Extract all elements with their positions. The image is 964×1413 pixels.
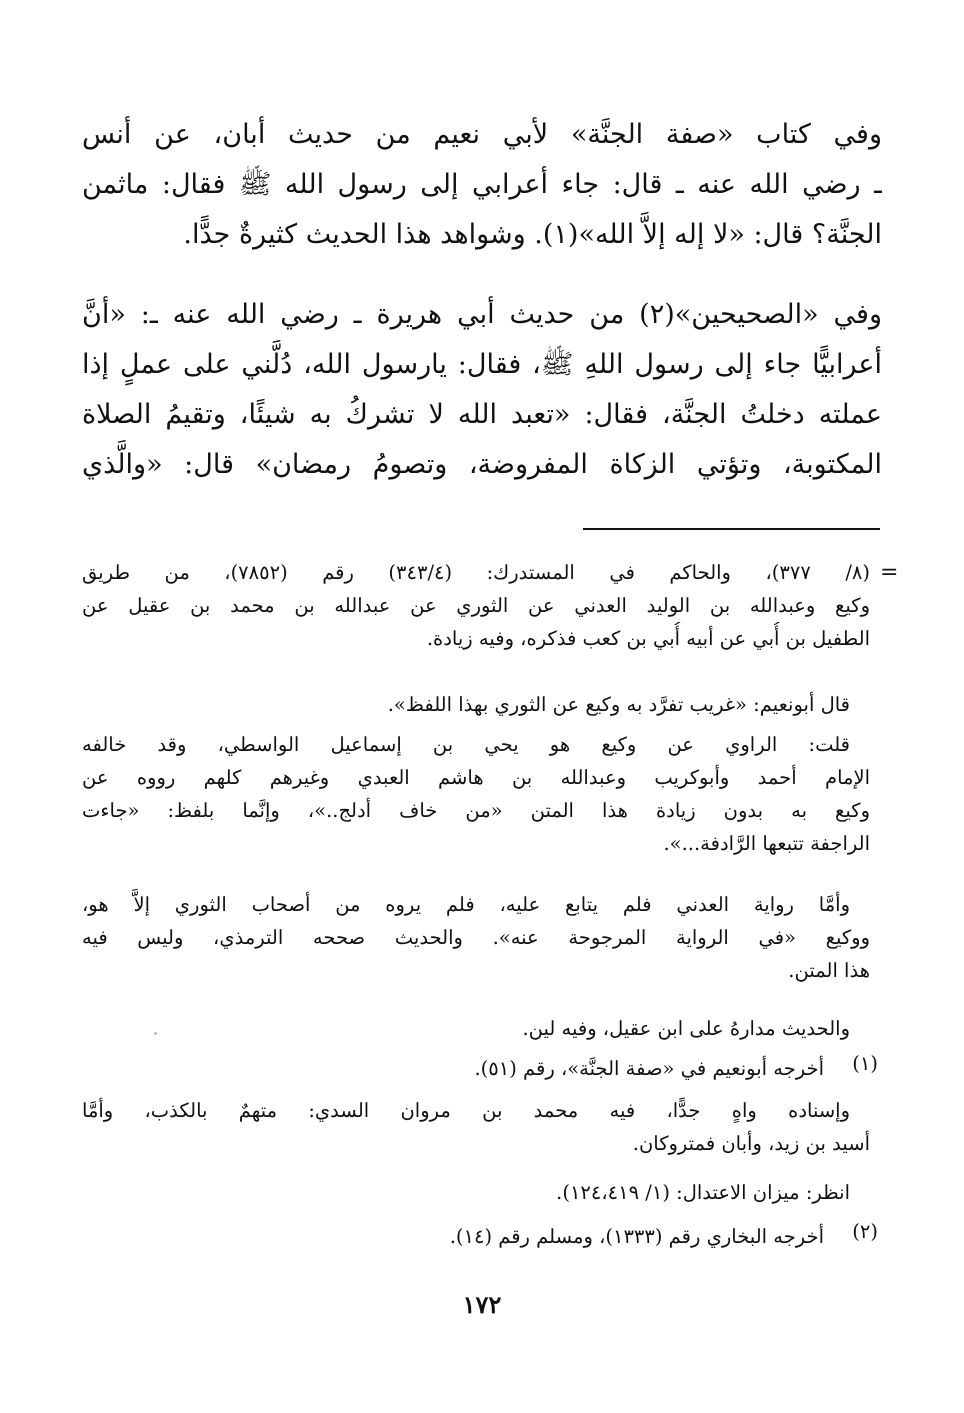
footnote-line: هذا المتن. bbox=[788, 959, 870, 982]
footnote-line: وإسناده واهٍ جدًّا، فيه محمد بن مروان السدي: متهمٌ بالكذب، وأمَّا bbox=[82, 1099, 850, 1122]
footnote-line: قلت: الراوي عن وكيع هو يحي بن إسماعيل الواسطي، وقد خالفه bbox=[82, 733, 850, 756]
footnote-line: انظر: ميزان الاعتدال: (١/ ١٢٤،٤١٩). bbox=[556, 1181, 850, 1204]
footnote-line: أسيد بن زيد، وأبان فمتروكان. bbox=[632, 1132, 870, 1155]
footnote-line: أخرجه أبونعيم في «صفة الجنَّة»، رقم (٥١). bbox=[474, 1057, 824, 1080]
page-number: ١٧٢ bbox=[462, 1290, 502, 1319]
footnote-block-4 bbox=[82, 1012, 870, 1045]
text-line: الجنَّة؟ قال: «لا إله إلاَّ الله»(١). وشواهد هذا الحديث كثيرةٌ جدًّا. bbox=[183, 219, 882, 250]
footnote-block-3 bbox=[82, 888, 870, 987]
stray-mark bbox=[154, 1032, 157, 1035]
text-line: وفي كتاب «صفة الجنَّة» لأبي نعيم من حديث أبان، عن أنس bbox=[82, 119, 882, 150]
footnote-2-number: (٢) bbox=[852, 1220, 878, 1243]
footnote-block-2 bbox=[82, 728, 870, 860]
footnote-continuation-mark: = bbox=[880, 560, 899, 585]
footnote-line: وكيع وعبدالله بن الوليد العدني عن الثوري عن عبدالله بن محمد بن عقيل عن bbox=[82, 594, 870, 617]
footnote-1-more bbox=[82, 1094, 870, 1160]
footnote-abu-nuaym bbox=[82, 688, 870, 721]
footnote-line: وأمَّا رواية العدني فلم يتابع عليه، فلم يروه من أصحاب الثوري إلاَّ هو، bbox=[82, 893, 850, 916]
main-paragraph-1 bbox=[82, 110, 882, 260]
footnote-1-number: (١) bbox=[852, 1052, 878, 1075]
footnote-line: والحديث مدارهُ على ابن عقيل، وفيه لين. bbox=[522, 1017, 850, 1040]
footnote-line: الراجفة تتبعها الرَّادفة...». bbox=[663, 832, 870, 855]
main-paragraph-2 bbox=[82, 290, 882, 490]
text-line: وفي «الصحيحين»(٢) من حديث أبي هريرة ـ رضي الله عنه ـ: «أنَّ bbox=[82, 299, 882, 330]
text-line: أعرابيًّا جاء إلى رسول اللهِ ﷺ، فقال: يارسول الله، دُلَّني على عملٍ إذا bbox=[82, 349, 882, 380]
footnote-1-ref bbox=[82, 1176, 870, 1209]
footnote-block-1 bbox=[82, 556, 870, 655]
footnote-line: قال أبونعيم: «غريب تفرَّد به وكيع عن الثوري بهذا اللفظ». bbox=[387, 693, 850, 716]
footnote-separator bbox=[583, 528, 880, 530]
text-line: المكتوبة، وتؤتي الزكاة المفروضة، وتصومُ رمضان» قال: «والَّذي bbox=[82, 449, 882, 480]
text-line: ـ رضي الله عنه ـ قال: جاء أعرابي إلى رسول الله ﷺ فقال: ماثمن bbox=[82, 169, 882, 200]
footnote-1 bbox=[82, 1052, 824, 1085]
footnote-2 bbox=[82, 1220, 824, 1253]
footnote-line: الإمام أحمد وأبوكريب وعبدالله بن هاشم العبدي وغيرهم كلهم رووه عن bbox=[82, 766, 870, 789]
footnote-line: ووكيع «في الرواية المرجوحة عنه». والحديث صححه الترمذي، وليس فيه bbox=[82, 926, 870, 949]
footnote-line: أخرجه البخاري رقم (١٣٣٣)، ومسلم رقم (١٤). bbox=[449, 1225, 824, 1248]
footnote-line: (٨/ ٣٧٧)، والحاكم في المستدرك: (٣٤٣/٤) رقم (٧٨٥٢)، من طريق bbox=[82, 561, 870, 584]
footnote-line: وكيع به بدون زيادة هذا المتن «من خاف أدلج..»، وإنَّما بلفظ: «جاءت bbox=[82, 799, 870, 822]
footnote-line: الطفيل بن أُبي عن أبيه أُبي بن كعب فذكره، وفيه زيادة. bbox=[426, 627, 870, 650]
text-line: عملته دخلتُ الجنَّة، فقال: «تعبد الله لا تشركُ به شيئًا، وتقيمُ الصلاة bbox=[82, 399, 882, 430]
